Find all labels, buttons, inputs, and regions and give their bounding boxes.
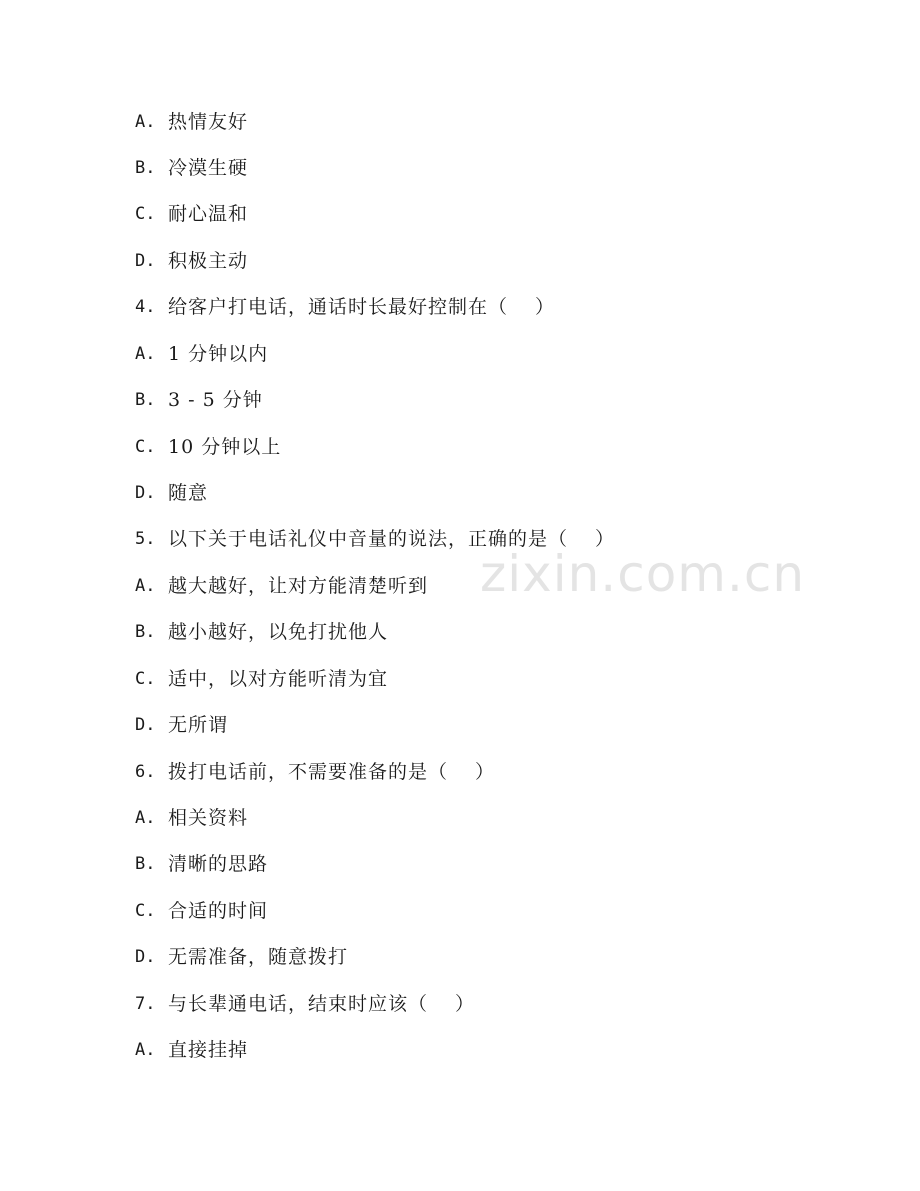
option-label: A. xyxy=(135,344,156,364)
option-line xyxy=(135,153,248,183)
option-line xyxy=(135,385,263,415)
option-line xyxy=(135,246,248,276)
option-line xyxy=(135,617,388,647)
question-text: 拨打电话前，不需要准备的是（ ） xyxy=(168,761,496,783)
option-label: B. xyxy=(135,622,156,642)
option-label: C. xyxy=(135,901,156,921)
option-line xyxy=(135,849,268,879)
option-line xyxy=(135,942,348,972)
option-label: D. xyxy=(135,947,156,967)
option-text: 热情友好 xyxy=(168,111,249,133)
question-text: 给客户打电话，通话时长最好控制在（ ） xyxy=(168,296,556,318)
option-text: 合适的时间 xyxy=(168,900,269,922)
option-line xyxy=(135,478,208,508)
option-text: 相关资料 xyxy=(168,807,249,829)
option-text: 无需准备，随意拨打 xyxy=(168,946,349,968)
question-line xyxy=(135,989,475,1019)
option-text: 1 分钟以内 xyxy=(168,343,269,365)
question-number: 7. xyxy=(135,994,156,1014)
option-label: A. xyxy=(135,576,156,596)
option-text: 积极主动 xyxy=(168,250,249,272)
option-line xyxy=(135,664,388,694)
option-line xyxy=(135,710,228,740)
watermark: zixin.com.cn xyxy=(480,545,806,603)
option-text: 直接挂掉 xyxy=(168,1039,249,1061)
option-label: C. xyxy=(135,204,156,224)
option-label: C. xyxy=(135,437,156,457)
question-number: 5. xyxy=(135,529,156,549)
option-label: B. xyxy=(135,158,156,178)
option-text: 清晰的思路 xyxy=(168,853,269,875)
question-text: 与长辈通电话，结束时应该（ ） xyxy=(168,993,476,1015)
option-label: C. xyxy=(135,669,156,689)
option-line xyxy=(135,1035,248,1065)
option-line xyxy=(135,339,268,369)
option-label: B. xyxy=(135,390,156,410)
question-text: 以下关于电话礼仪中音量的说法，正确的是（ ） xyxy=(168,528,616,550)
option-text: 越大越好，让对方能清楚听到 xyxy=(168,575,429,597)
option-label: D. xyxy=(135,483,156,503)
option-label: A. xyxy=(135,808,156,828)
option-text: 10 分钟以上 xyxy=(168,436,282,458)
option-line xyxy=(135,199,248,229)
option-text: 冷漠生硬 xyxy=(168,157,249,179)
option-text: 随意 xyxy=(168,482,209,504)
question-number: 6. xyxy=(135,762,156,782)
question-line xyxy=(135,757,495,787)
option-label: A. xyxy=(135,1040,156,1060)
option-text: 越小越好，以免打扰他人 xyxy=(168,621,389,643)
option-line xyxy=(135,571,428,601)
option-text: 耐心温和 xyxy=(168,203,249,225)
option-label: B. xyxy=(135,854,156,874)
question-number: 4. xyxy=(135,297,156,317)
option-line xyxy=(135,432,281,462)
option-label: D. xyxy=(135,715,156,735)
option-line xyxy=(135,803,248,833)
option-text: 适中，以对方能听清为宜 xyxy=(168,668,389,690)
option-text: 3 - 5 分钟 xyxy=(168,389,263,411)
question-line xyxy=(135,292,555,322)
question-line xyxy=(135,524,615,554)
option-line xyxy=(135,107,248,137)
option-label: A. xyxy=(135,112,156,132)
option-label: D. xyxy=(135,251,156,271)
option-line xyxy=(135,896,268,926)
option-text: 无所谓 xyxy=(168,714,229,736)
